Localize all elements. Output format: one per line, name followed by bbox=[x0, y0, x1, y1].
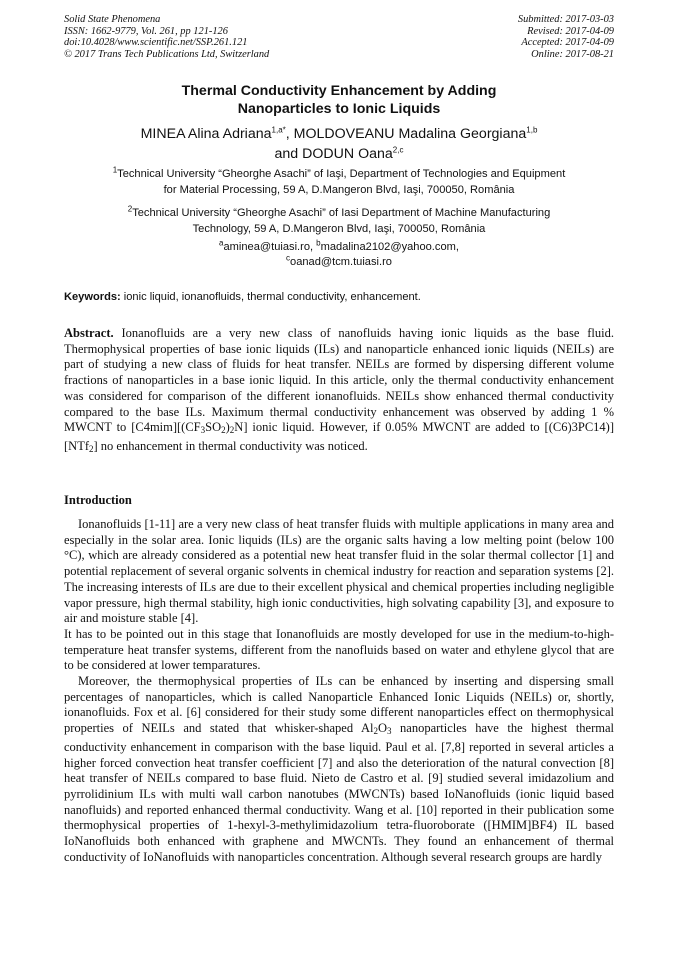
journal-copyright: © 2017 Trans Tech Publications Ltd, Switzerland bbox=[64, 48, 270, 60]
author-3-affil: 2,c bbox=[392, 145, 404, 155]
date-submitted: Submitted: 2017-03-03 bbox=[517, 14, 614, 25]
journal-doi: doi:10.4028/www.scientific.net/SSP.261.121 bbox=[64, 37, 248, 49]
journal-name: Solid State Phenomena bbox=[64, 14, 161, 25]
title-line-2: Nanoparticles to Ionic Liquids bbox=[237, 101, 441, 117]
paper-title bbox=[60, 82, 618, 118]
author-list bbox=[60, 124, 618, 164]
journal-issn: ISSN: 1662-9779, Vol. 261, pp 121-126 bbox=[64, 25, 228, 37]
affiliation-1-number: 1 bbox=[112, 165, 118, 175]
date-accepted: Accepted: 2017-04-09 bbox=[521, 37, 614, 49]
author-separator: , bbox=[285, 126, 294, 142]
affiliation-2 bbox=[60, 205, 618, 237]
dates-header bbox=[518, 14, 614, 60]
affiliation-1 bbox=[60, 166, 618, 198]
date-revised: Revised: 2017-04-09 bbox=[527, 25, 614, 37]
abstract-label: Abstract. bbox=[64, 326, 114, 340]
intro-paragraph-1: Ionanofluids [1-11] are a very new class of heat transfer fluids with multiple applications in many area and especially in the solar area. Ionic liquids (ILs) are the organic salts having a low melting point (below 100 °C), which are already considered as a potential new heat transfer fluid in the solar thermal collector [1] and potential replacement of several organic solvents in chemical industry for reaction and separation systems [2]. The increasing interests of ILs are due to their excellent physical and chemical properties including negligible vapor pressure, high thermal stability, high ionic conductivities, high solvating capability [3], and exposure to air and moisture stable [4]. bbox=[64, 517, 614, 626]
intro-paragraph-2: It has to be pointed out in this stage that Ionanofluids are mostly developed for use in the medium-to-high-temperature heat transfer systems, different from the nanofluids based on water and ethylene glycol that are to be considered at lower temparatures. bbox=[64, 626, 614, 673]
email-c[interactable]: oanad@tcm.tuiasi.ro bbox=[290, 256, 392, 268]
abstract: Abstract. Ionanofluids are a very new class of nanofluids having ionic liquids as the base fluid. Thermophysical properties of base ionic liquids (ILs) and nanoparticle enhanced ionic liquids (NEILs) are part of studying a new class of fluids for heat transfer. NEILs are formed by dispersing different volume fractions of nanoparticles in a base ionic liquid. In this article, only the thermal conductivity enhancement was considered for comparison of the different ionanofluids. NEILs show enhanced thermal conductivity compared to the base ILs. Maximum thermal conductivity enhancement was observed by adding 1 % MWCNT to $[C4mim][(CF_3SO_2)_2N]$ ionic liquid. However, if 0.05% MWCNT are added to [(C6)3PC14)][NTf$_2$] no enhancement in thermal conductivity was noticed. bbox=[64, 326, 614, 454]
keywords-label: Keywords: bbox=[64, 291, 121, 303]
introduction-body bbox=[64, 517, 614, 865]
author-2: MOLDOVEANU Madalina Georgiana bbox=[293, 126, 527, 142]
title-line-1: Thermal Conductivity Enhancement by Adding bbox=[181, 83, 497, 99]
journal-header bbox=[64, 14, 269, 60]
keywords-text: ionic liquid, ionanofluids, thermal conductivity, enhancement. bbox=[120, 291, 421, 303]
author-3: and DODUN Oana bbox=[274, 146, 393, 162]
affiliation-2-line-2: Technology, 59 A, D.Mangeron Blvd, Iaşi, 700050, România bbox=[192, 223, 486, 235]
author-2-affil: 1,b bbox=[526, 125, 538, 135]
affiliation-2-number: 2 bbox=[127, 204, 133, 214]
email-list: $^a$aminea@tuiasi.ro, $^b$madalina2102@yahoo.com, $^c$oanad@tcm.tuiasi.ro bbox=[219, 238, 459, 268]
date-online: Online: 2017-08-21 bbox=[531, 48, 614, 60]
affiliation-1-line-2: for Material Processing, 59 A, D.Mangeron Blvd, Iaşi, 700050, România bbox=[163, 184, 515, 196]
email-a[interactable]: aminea@tuiasi.ro bbox=[223, 241, 310, 253]
author-1: MINEA Alina Adriana bbox=[140, 126, 272, 142]
keywords bbox=[64, 290, 614, 304]
section-heading-introduction: Introduction bbox=[64, 493, 132, 507]
author-1-affil: 1,a* bbox=[271, 125, 286, 135]
affiliation-1-line-1: Technical University “Gheorghe Asachi” of Iaşi, Department of Technologies and Equipment bbox=[117, 168, 566, 180]
email-b[interactable]: madalina2102@yahoo.com bbox=[320, 241, 456, 253]
affiliation-2-line-1: Technical University “Gheorghe Asachi” of Iasi Department of Machine Manufacturing bbox=[132, 207, 551, 219]
intro-paragraph-3: Moreover, the thermophysical properties of ILs can be enhanced by inserting and dispersing small percentages of nanoparticles, which is called Nanoparticle Enhanced Ionic Liquids (NEILs) or, shortly, ionanofluids. Fox et al. [6] considered for their study some different nanoparticles effect on thermophysical properties of NEILs and stated that whisker-shaped $Al_2O_3$ nanoparticles have the highest thermal conductivity enhancement in comparison with the base liquid. Paul et al. [7,8] reported in several articles a higher forced convection heat transfer coefficient [7] and also the deterioration of the natural convection [8] heat transfer of NEILs compared to base fluid. Nieto de Castro et al. [9] studied several imidazolium and pyrrolidinium ILs with multi wall carbon nanotubes (MWCNTs) based IoNanofluids (ionic liquid based nanofluids) and reported enhanced thermal conductivity. Wang et al. [10] reported in their publication some thermophysical properties of 1-hexyl-3-methylimidazolium tetra-fluoroborate ([HMIM]BF4) IL based IoNanofluids both enhanced with graphene and MWCNTs. They found an enhancement of thermal conductivity of IoNanofluids with nanoparticles concentration. Although several research groups are hardly bbox=[64, 674, 614, 864]
